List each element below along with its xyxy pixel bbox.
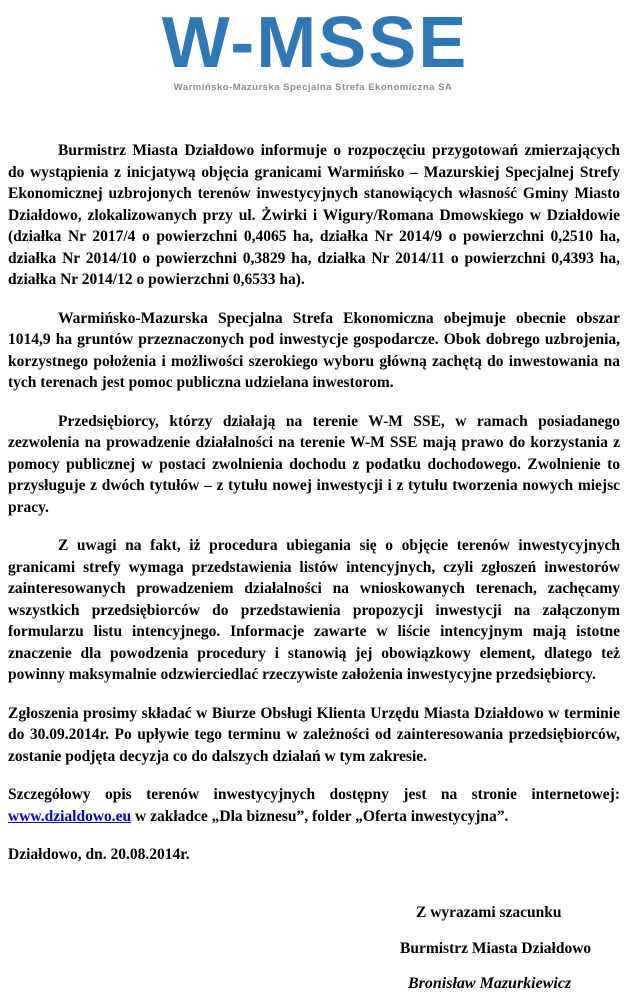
- logo-wordmark: W-MSSE: [161, 3, 469, 83]
- signer-name: Bronisław Mazurkiewicz: [408, 975, 572, 992]
- paragraph-details: [8, 784, 620, 827]
- letter-body: [8, 140, 620, 883]
- paragraph-letters-of-intent: Z uwagi na fakt, iż procedura ubiegania się o objęcie terenów inwestycyjnych granicami strefy wymaga przedstawienia listów intencyjnych, czyli zgłoszeń inwestorów zainteresowanych prowadzeniem działalności na wnioskowanych terenach, zachęcamy wszystkich przedsiębiorców do przedstawienia propozycji inwestycji na załączonym formularzu listu intencyjnego. Informacje zawarte w liście intencyjnym mają istotne znaczenie dla powodzenia procedury i stanowią jej obowiązkowy element, dlatego też powinny maksymalnie odzwierciedlać rzeczywiste założenia inwestycyjne przedsiębiorcy.: [8, 537, 620, 683]
- paragraph-announcement: Burmistrz Miasta Działdowo informuje o rozpoczęciu przygotowań zmierzających do wystąpienia z inicjatywą objęcia granicami Warmińsko – Mazurskiej Specjalnej Strefy Ekonomicznej uzbrojonych terenów inwestycyjnych stanowiących własność Gminy Miasto Działdowo, zlokalizowanych przy ul. Żwirki i Wigury/Romana Dmowskiego w Działdowie (działka Nr 2017/4 o powierzchni 0,4065 ha, działka Nr 2014/9 o powierzchni 0,2510 ha, działka Nr 2014/10 o powierzchni 0,3829 ha, działka Nr 2014/11 o powierzchni 0,4393 ha, działka Nr 2014/12 o powierzchni 0,6533 ha).: [8, 142, 620, 288]
- logo-subtitle: Warmińsko-Mazurska Specjalna Strefa Ekonomiczna SA: [173, 82, 453, 93]
- details-text-after: w zakładce „Dla biznesu”, folder „Oferta inwestycyjna”.: [131, 807, 509, 825]
- closing-salutation: Z wyrazami szacunku: [416, 904, 562, 921]
- details-text-before: Szczegółowy opis terenów inwestycyjnych dostępny jest na stronie internetowej:: [8, 786, 620, 803]
- place-date: Działdowo, dn. 20.08.2014r.: [8, 846, 190, 863]
- website-link[interactable]: www.dzialdowo.eu: [8, 807, 132, 825]
- signer-title: Burmistrz Miasta Działdowo: [400, 940, 592, 957]
- paragraph-tax-exemption: Przedsiębiorcy, którzy działają na terenie W-M SSE, w ramach posiadanego zezwolenia na prowadzenie działalności na terenie W-M SSE mają prawo do korzystania z pomocy publicznej w postaci zwolnienia dochodu z podatku dochodowego. Zwolnienie to przysługuje z dwóch tytułów – z tytułu nowej inwestycji i z tytułu tworzenia nowych miejsc pracy.: [8, 412, 620, 516]
- paragraph-zone-area: Warmińsko-Mazurska Specjalna Strefa Ekonomiczna obejmuje obecnie obszar 1014,9 ha gruntów przeznaczonych pod inwestycje gospodarcze. Obok dobrego uzbrojenia, korzystnego położenia i możliwości szerokiego wyboru główną zachętą do inwestowania na tych terenach jest pomoc publiczna udzielana inwestorom.: [8, 309, 620, 391]
- wmsse-logo: [35, 3, 595, 98]
- paragraph-submission: Zgłoszenia prosimy składać w Biurze Obsługi Klienta Urzędu Miasta Działdowo w terminie do 30.09.2014r. Po upływie tego terminu w zależności od zainteresowania przedsiębiorców, zostanie podjęta decyzja co do dalszych działań w tym zakresie.: [8, 704, 620, 765]
